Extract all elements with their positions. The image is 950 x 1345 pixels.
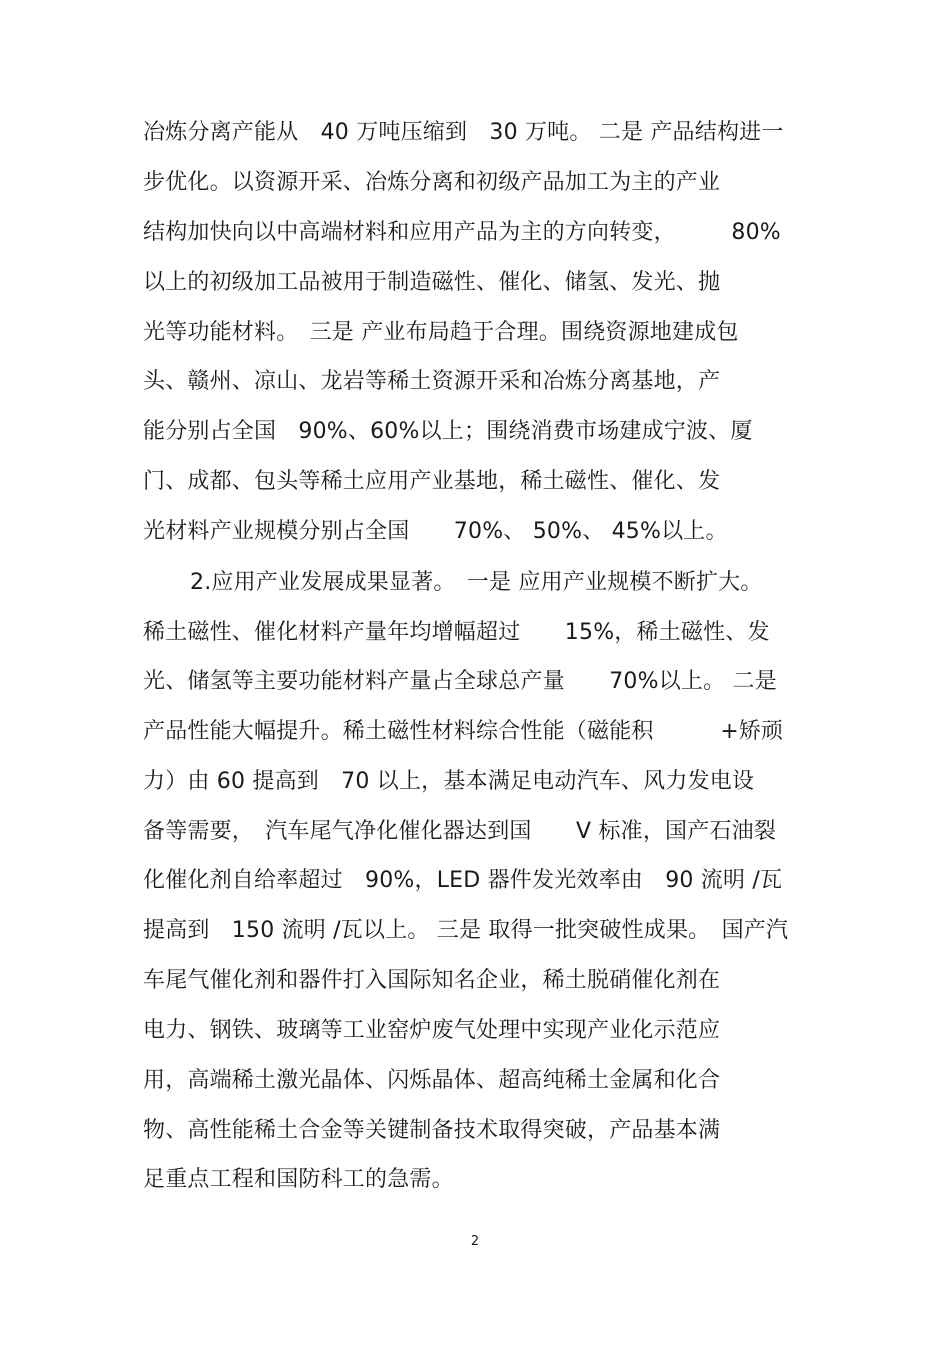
text-line: 电力、钢铁、玻璃等工业窑炉废气处理中实现产业化示范应 bbox=[143, 1018, 721, 1043]
page-number: 2 bbox=[470, 1234, 480, 1249]
text-line: 产品性能大幅提升。稀土磁性材料综合性能（磁能积 +矫顽 bbox=[143, 719, 784, 744]
text-line: 备等需要， 汽车尾气净化催化器达到国 V 标准，国产石油裂 bbox=[143, 819, 777, 844]
text-line: 以上的初级加工品被用于制造磁性、催化、储氢、发光、抛 bbox=[143, 270, 721, 295]
text-line: 光、储氢等主要功能材料产量占全球总产量 70%以上。 二是 bbox=[143, 669, 777, 694]
text-line: 物、高性能稀土合金等关键制备技术取得突破，产品基本满 bbox=[143, 1118, 721, 1143]
text-line: 车尾气催化剂和器件打入国际知名企业，稀土脱硝催化剂在 bbox=[143, 968, 721, 993]
text-line: 冶炼分离产能从 40 万吨压缩到 30 万吨。 二是 产品结构进一 bbox=[143, 120, 784, 145]
text-line: 头、赣州、凉山、龙岩等稀土资源开采和冶炼分离基地，产 bbox=[143, 369, 721, 394]
text-line: 光等功能材料。 三是 产业布局趋于合理。围绕资源地建成包 bbox=[143, 320, 739, 345]
text-line: 化催化剂自给率超过 90%，LED 器件发光效率由 90 流明 /瓦 bbox=[143, 868, 783, 893]
text-line: 结构加快向以中高端材料和应用产品为主的方向转变， 80% bbox=[143, 220, 781, 245]
text-line: 光材料产业规模分别占全国 70%、 50%、 45%以上。 bbox=[143, 519, 728, 544]
text-line: 门、成都、包头等稀土应用产业基地，稀土磁性、催化、发 bbox=[143, 469, 721, 494]
text-line: 稀土磁性、催化材料产量年均增幅超过 15%，稀土磁性、发 bbox=[143, 620, 770, 645]
text-line: 提高到 150 流明 /瓦以上。 三是 取得一批突破性成果。 国产汽 bbox=[143, 918, 789, 943]
text-line: 能分别占全国 90%、60%以上；围绕消费市场建成宁波、厦 bbox=[143, 419, 753, 444]
paragraph-heading: 2.应用产业发展成果显著。 一是 应用产业规模不断扩大。 bbox=[190, 570, 763, 595]
text-line: 足重点工程和国防科工的急需。 bbox=[143, 1167, 454, 1192]
text-line: 用，高端稀土激光晶体、闪烁晶体、超高纯稀土金属和化合 bbox=[143, 1068, 721, 1093]
text-line: 力）由 60 提高到 70 以上，基本满足电动汽车、风力发电设 bbox=[143, 769, 755, 794]
text-line: 步优化。以资源开采、冶炼分离和初级产品加工为主的产业 bbox=[143, 170, 721, 195]
